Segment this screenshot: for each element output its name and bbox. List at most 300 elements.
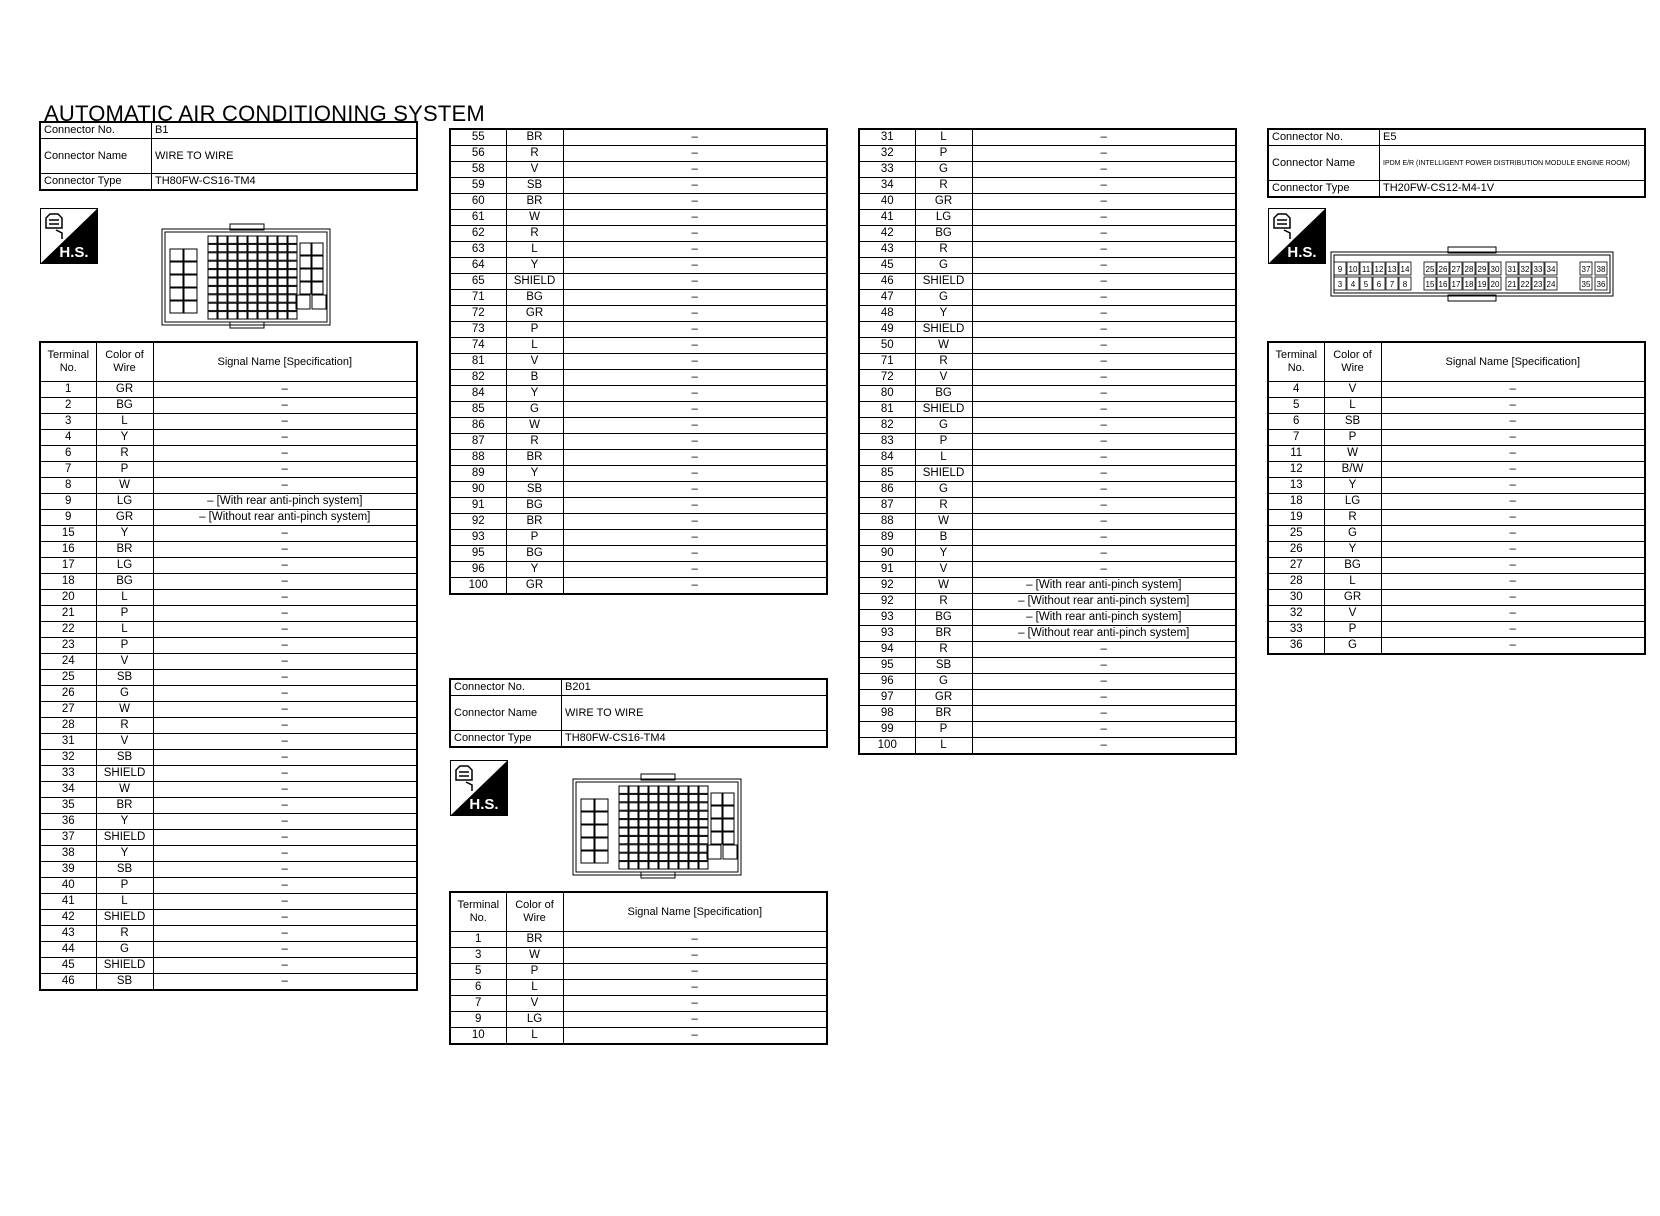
signal-name: – xyxy=(563,402,827,418)
wire-color: P xyxy=(506,322,563,338)
signal-name: – xyxy=(563,418,827,434)
terminal-no: 22 xyxy=(40,622,96,638)
wire-color: V xyxy=(96,654,153,670)
terminal-no: 50 xyxy=(859,338,915,354)
terminal-no: 81 xyxy=(450,354,506,370)
table-row xyxy=(450,498,827,514)
signal-name: – xyxy=(153,942,417,958)
signal-name: – xyxy=(1381,430,1645,446)
terminal-no: 25 xyxy=(40,670,96,686)
wire-color: P xyxy=(915,434,972,450)
signal-name: – xyxy=(563,194,827,210)
signal-name: – xyxy=(153,718,417,734)
table-row xyxy=(450,980,827,996)
terminal-header: Terminal No. xyxy=(450,892,506,932)
signal-name: – xyxy=(972,129,1236,146)
terminal-no: 92 xyxy=(859,594,915,610)
table-row xyxy=(1268,446,1645,462)
signal-name: – xyxy=(972,338,1236,354)
signal-name: – xyxy=(1381,494,1645,510)
table-row xyxy=(40,894,417,910)
table-row xyxy=(40,814,417,830)
table-row xyxy=(450,306,827,322)
table-row xyxy=(450,450,827,466)
wire-color: LG xyxy=(1324,494,1381,510)
color-header: Color of Wire xyxy=(1324,342,1381,382)
signal-name: – xyxy=(563,948,827,964)
wire-color: L xyxy=(915,129,972,146)
pin-number: 14 xyxy=(1400,265,1410,274)
table-row xyxy=(40,654,417,670)
pin-number: 22 xyxy=(1520,280,1530,289)
signal-name: – xyxy=(563,258,827,274)
signal-name: – xyxy=(972,274,1236,290)
terminal-no: 93 xyxy=(859,626,915,642)
wire-color: W xyxy=(915,514,972,530)
wire-color: B xyxy=(506,370,563,386)
pin-number: 38 xyxy=(1596,265,1606,274)
terminal-no: 45 xyxy=(40,958,96,974)
terminal-no: 65 xyxy=(450,274,506,290)
signal-name: – xyxy=(153,878,417,894)
signal-name: – xyxy=(153,782,417,798)
signal-name: – xyxy=(153,686,417,702)
connector-no-label: Connector No. xyxy=(450,679,562,696)
terminal-no: 26 xyxy=(40,686,96,702)
table-row xyxy=(40,958,417,974)
wire-color: BG xyxy=(915,226,972,242)
table-row xyxy=(40,750,417,766)
connector-type-label: Connector Type xyxy=(40,174,152,191)
table-row xyxy=(859,418,1236,434)
table-row xyxy=(859,578,1236,594)
wire-color: BR xyxy=(506,129,563,146)
table-row xyxy=(450,1028,827,1045)
table-row xyxy=(859,642,1236,658)
table-row xyxy=(1268,526,1645,542)
table-row xyxy=(859,146,1236,162)
signal-name: – xyxy=(972,674,1236,690)
terminal-no: 44 xyxy=(40,942,96,958)
table-row xyxy=(450,402,827,418)
terminal-no: 86 xyxy=(859,482,915,498)
signal-name: – xyxy=(563,354,827,370)
wire-color: V xyxy=(96,734,153,750)
pin-number: 16 xyxy=(1438,280,1448,289)
terminal-no: 40 xyxy=(40,878,96,894)
signal-name: – xyxy=(1381,446,1645,462)
terminal-no: 9 xyxy=(40,494,96,510)
signal-name: – xyxy=(972,226,1236,242)
signal-name: – xyxy=(153,446,417,462)
table-row xyxy=(40,782,417,798)
terminal-no: 97 xyxy=(859,690,915,706)
signal-name: – xyxy=(972,434,1236,450)
wire-color: BR xyxy=(915,706,972,722)
signal-name: – xyxy=(972,162,1236,178)
wire-color: L xyxy=(96,622,153,638)
signal-name: – xyxy=(972,514,1236,530)
wire-color: V xyxy=(506,162,563,178)
signal-name: – xyxy=(153,670,417,686)
terminal-no: 13 xyxy=(1268,478,1324,494)
signal-name: – xyxy=(563,514,827,530)
terminal-no: 81 xyxy=(859,402,915,418)
terminal-no: 1 xyxy=(40,382,96,398)
wire-color: R xyxy=(915,642,972,658)
wire-color: SHIELD xyxy=(96,958,153,974)
terminal-no: 17 xyxy=(40,558,96,574)
signal-name: – xyxy=(563,178,827,194)
wire-color: W xyxy=(96,782,153,798)
connector-name-value: WIRE TO WIRE xyxy=(562,696,828,731)
table-row xyxy=(40,942,417,958)
terminal-no: 73 xyxy=(450,322,506,338)
wire-color: L xyxy=(915,450,972,466)
terminal-no: 94 xyxy=(859,642,915,658)
wire-color: Y xyxy=(506,562,563,578)
terminal-no: 7 xyxy=(40,462,96,478)
terminal-no: 59 xyxy=(450,178,506,194)
terminal-no: 27 xyxy=(1268,558,1324,574)
pin-number: 37 xyxy=(1581,265,1591,274)
table-row xyxy=(450,466,827,482)
signal-name: – xyxy=(563,290,827,306)
terminal-no: 92 xyxy=(859,578,915,594)
pin-number: 25 xyxy=(1425,265,1435,274)
table-row xyxy=(40,702,417,718)
signal-header: Signal Name [Specification] xyxy=(1381,342,1645,382)
table-row xyxy=(859,274,1236,290)
signal-name: – xyxy=(563,932,827,948)
table-row xyxy=(859,466,1236,482)
wire-color: B xyxy=(915,530,972,546)
signal-name: – xyxy=(153,398,417,414)
signal-name: – xyxy=(972,722,1236,738)
table-row xyxy=(40,846,417,862)
connector-b1-face-diagram xyxy=(160,223,332,334)
signal-name: – xyxy=(563,226,827,242)
wire-color: G xyxy=(1324,638,1381,655)
terminal-no: 34 xyxy=(859,178,915,194)
signal-name: – [With rear anti-pinch system] xyxy=(153,494,417,510)
wire-color: SB xyxy=(96,862,153,878)
table-row xyxy=(40,638,417,654)
table-row xyxy=(859,402,1236,418)
table-row xyxy=(40,686,417,702)
signal-name: – xyxy=(972,530,1236,546)
table-row xyxy=(450,530,827,546)
wire-color: SHIELD xyxy=(96,766,153,782)
table-row xyxy=(859,450,1236,466)
terminal-no: 100 xyxy=(450,578,506,595)
wire-color: R xyxy=(1324,510,1381,526)
terminal-no: 87 xyxy=(859,498,915,514)
wire-color: W xyxy=(506,418,563,434)
wire-color: LG xyxy=(915,210,972,226)
wire-color: G xyxy=(96,942,153,958)
table-row xyxy=(450,370,827,386)
wire-color: L xyxy=(96,590,153,606)
terminal-no: 36 xyxy=(1268,638,1324,655)
table-row xyxy=(450,996,827,1012)
signal-name: – xyxy=(563,434,827,450)
table-row xyxy=(450,258,827,274)
wire-color: L xyxy=(506,338,563,354)
wire-color: LG xyxy=(96,558,153,574)
terminal-no: 23 xyxy=(40,638,96,654)
color-header: Color of Wire xyxy=(506,892,563,932)
table-row xyxy=(1268,590,1645,606)
terminal-no: 31 xyxy=(859,129,915,146)
connector-b201-header xyxy=(449,678,828,748)
signal-name: – xyxy=(1381,510,1645,526)
table-row xyxy=(450,322,827,338)
table-row xyxy=(1268,478,1645,494)
signal-name: – xyxy=(972,418,1236,434)
signal-header: Signal Name [Specification] xyxy=(153,342,417,382)
table-row xyxy=(859,178,1236,194)
harness-side-icon xyxy=(40,208,98,264)
wire-color: GR xyxy=(96,510,153,526)
wire-color: GR xyxy=(96,382,153,398)
connector-name-label: Connector Name xyxy=(40,139,152,174)
terminal-no: 4 xyxy=(1268,382,1324,398)
terminal-no: 21 xyxy=(40,606,96,622)
wire-color: G xyxy=(915,162,972,178)
wire-color: BR xyxy=(96,798,153,814)
terminal-no: 43 xyxy=(859,242,915,258)
signal-name: – xyxy=(1381,590,1645,606)
table-row xyxy=(40,926,417,942)
terminal-no: 49 xyxy=(859,322,915,338)
table-row xyxy=(859,546,1236,562)
pin-number: 12 xyxy=(1374,265,1384,274)
wire-color: V xyxy=(506,996,563,1012)
wire-color: BG xyxy=(506,546,563,562)
signal-name: – xyxy=(1381,542,1645,558)
signal-name: – xyxy=(153,590,417,606)
signal-name: – xyxy=(153,414,417,430)
signal-name: – xyxy=(972,738,1236,755)
terminal-no: 82 xyxy=(859,418,915,434)
wire-color: R xyxy=(506,434,563,450)
table-row xyxy=(40,670,417,686)
signal-name: – xyxy=(563,1012,827,1028)
pin-number: 28 xyxy=(1464,265,1474,274)
wire-color: V xyxy=(1324,606,1381,622)
wire-color: L xyxy=(915,738,972,755)
hs-label: H.S. xyxy=(469,796,499,813)
signal-name: – xyxy=(972,146,1236,162)
terminal-no: 60 xyxy=(450,194,506,210)
table-row xyxy=(859,690,1236,706)
pin-number: 8 xyxy=(1402,280,1408,289)
terminal-no: 32 xyxy=(1268,606,1324,622)
wire-color: Y xyxy=(915,306,972,322)
terminal-no: 10 xyxy=(450,1028,506,1045)
signal-name: – xyxy=(1381,638,1645,655)
terminal-no: 58 xyxy=(450,162,506,178)
harness-side-icon xyxy=(1268,208,1326,264)
connector-b1-terminal-table xyxy=(39,341,418,991)
signal-name: – xyxy=(153,526,417,542)
terminal-no: 63 xyxy=(450,242,506,258)
terminal-no: 90 xyxy=(450,482,506,498)
connector-b201-face-diagram xyxy=(571,773,743,884)
terminal-no: 100 xyxy=(859,738,915,755)
table-row xyxy=(1268,622,1645,638)
terminal-no: 6 xyxy=(450,980,506,996)
wire-color: BG xyxy=(1324,558,1381,574)
wire-color: BR xyxy=(506,514,563,530)
table-row xyxy=(859,530,1236,546)
connector-no-value: B1 xyxy=(152,122,418,139)
wire-color: R xyxy=(915,354,972,370)
wire-color: L xyxy=(1324,398,1381,414)
terminal-no: 99 xyxy=(859,722,915,738)
terminal-no: 62 xyxy=(450,226,506,242)
wire-color: R xyxy=(915,178,972,194)
terminal-no: 6 xyxy=(1268,414,1324,430)
terminal-no: 92 xyxy=(450,514,506,530)
connector-name-value: WIRE TO WIRE xyxy=(152,139,418,174)
connector-type-label: Connector Type xyxy=(450,731,562,748)
wire-color: BR xyxy=(506,194,563,210)
terminal-no: 9 xyxy=(40,510,96,526)
terminal-no: 89 xyxy=(859,530,915,546)
table-row xyxy=(1268,382,1645,398)
terminal-no: 5 xyxy=(1268,398,1324,414)
table-row xyxy=(40,734,417,750)
signal-name: – xyxy=(1381,462,1645,478)
wire-color: G xyxy=(915,290,972,306)
table-row xyxy=(859,129,1236,146)
signal-name: – xyxy=(153,862,417,878)
signal-name: – xyxy=(563,466,827,482)
signal-name: – xyxy=(153,958,417,974)
signal-name: – [With rear anti-pinch system] xyxy=(972,578,1236,594)
terminal-no: 74 xyxy=(450,338,506,354)
table-row xyxy=(450,274,827,290)
terminal-no: 32 xyxy=(859,146,915,162)
pin-number: 26 xyxy=(1438,265,1448,274)
terminal-no: 61 xyxy=(450,210,506,226)
table-row xyxy=(859,594,1236,610)
pin-number: 21 xyxy=(1507,280,1517,289)
terminal-no: 16 xyxy=(40,542,96,558)
connector-type-value: TH80FW-CS16-TM4 xyxy=(562,731,828,748)
table-row xyxy=(859,306,1236,322)
signal-name: – xyxy=(563,306,827,322)
table-row xyxy=(1268,414,1645,430)
connector-e5-terminal-table xyxy=(1267,341,1646,655)
signal-name: – xyxy=(153,910,417,926)
terminal-no: 45 xyxy=(859,258,915,274)
signal-name: – xyxy=(153,622,417,638)
table-row xyxy=(859,722,1236,738)
table-row xyxy=(859,210,1236,226)
wire-color: GR xyxy=(506,306,563,322)
terminal-no: 48 xyxy=(859,306,915,322)
signal-name: – xyxy=(563,210,827,226)
table-row xyxy=(859,322,1236,338)
table-row xyxy=(859,194,1236,210)
terminal-no: 95 xyxy=(450,546,506,562)
signal-name: – xyxy=(563,498,827,514)
wire-color: R xyxy=(915,498,972,514)
table-row xyxy=(40,526,417,542)
table-row xyxy=(450,386,827,402)
table-row xyxy=(859,242,1236,258)
terminal-no: 88 xyxy=(859,514,915,530)
table-row xyxy=(40,606,417,622)
connector-type-value: TH20FW-CS12-M4-1V xyxy=(1380,181,1646,198)
table-row xyxy=(40,574,417,590)
table-row xyxy=(40,510,417,526)
wire-color: Y xyxy=(1324,542,1381,558)
wire-color: BR xyxy=(506,450,563,466)
page-title: AUTOMATIC AIR CONDITIONING SYSTEM xyxy=(44,101,485,126)
table-row xyxy=(40,878,417,894)
table-row xyxy=(40,798,417,814)
table-row xyxy=(859,258,1236,274)
terminal-no: 85 xyxy=(859,466,915,482)
table-row xyxy=(859,658,1236,674)
table-row xyxy=(40,462,417,478)
terminal-no: 96 xyxy=(859,674,915,690)
wire-color: GR xyxy=(915,690,972,706)
table-row xyxy=(859,514,1236,530)
connector-b1-terminal-table-continued xyxy=(449,128,828,595)
signal-name: – xyxy=(972,194,1236,210)
terminal-no: 72 xyxy=(450,306,506,322)
table-row xyxy=(40,398,417,414)
wire-color: R xyxy=(506,146,563,162)
table-row xyxy=(40,974,417,991)
terminal-no: 12 xyxy=(1268,462,1324,478)
terminal-no: 43 xyxy=(40,926,96,942)
wire-color: Y xyxy=(506,386,563,402)
pin-number: 35 xyxy=(1581,280,1591,289)
table-row xyxy=(40,830,417,846)
signal-name: – xyxy=(563,980,827,996)
wire-color: G xyxy=(1324,526,1381,542)
signal-name: – xyxy=(972,322,1236,338)
table-row xyxy=(450,482,827,498)
wire-color: SB xyxy=(96,750,153,766)
table-row xyxy=(859,162,1236,178)
terminal-no: 93 xyxy=(859,610,915,626)
connector-no-label: Connector No. xyxy=(1268,129,1380,146)
terminal-no: 27 xyxy=(40,702,96,718)
table-row xyxy=(40,542,417,558)
wire-color: P xyxy=(1324,622,1381,638)
wire-color: G xyxy=(915,418,972,434)
pin-number: 36 xyxy=(1596,280,1606,289)
wire-color: SB xyxy=(1324,414,1381,430)
pin-number: 30 xyxy=(1490,265,1500,274)
table-row xyxy=(450,354,827,370)
table-row xyxy=(450,210,827,226)
signal-name: – xyxy=(972,306,1236,322)
table-row xyxy=(40,862,417,878)
connector-b201-terminal-table xyxy=(449,891,828,1045)
pin-number: 6 xyxy=(1376,280,1382,289)
harness-side-icon xyxy=(450,760,508,816)
terminal-no: 3 xyxy=(40,414,96,430)
terminal-no: 3 xyxy=(450,948,506,964)
